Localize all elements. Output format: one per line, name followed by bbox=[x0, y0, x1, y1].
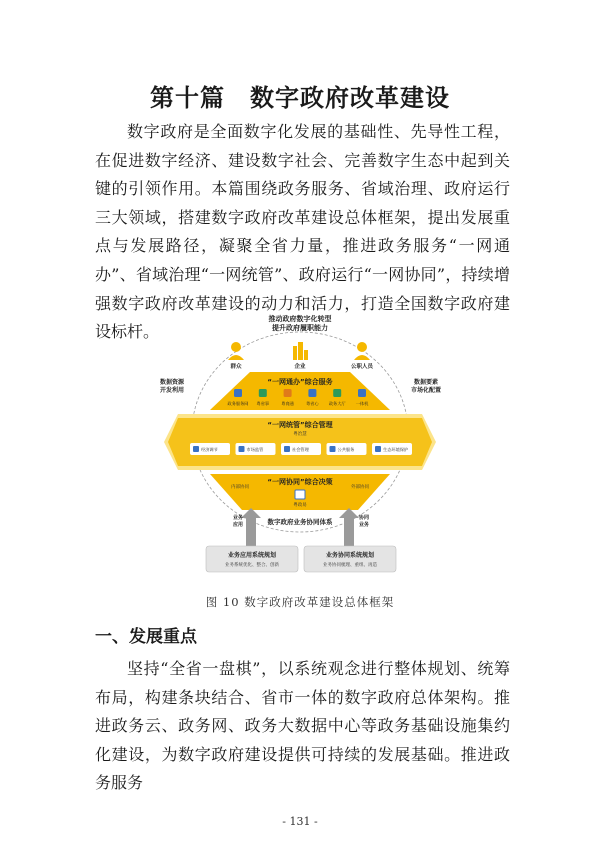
left-side-label-1: 数据资源 bbox=[159, 379, 185, 386]
band1-item-label: 粤省事 bbox=[256, 401, 270, 406]
box-left bbox=[206, 546, 298, 572]
box-left-title: 业务应用系统规划 bbox=[227, 552, 277, 559]
band1-item-icon bbox=[333, 389, 341, 397]
band2-item-label: 公共服务 bbox=[337, 447, 355, 452]
left-side-label-2: 开发利用 bbox=[159, 387, 185, 394]
chapter-title: 第十篇 数字政府改革建设 bbox=[150, 84, 450, 112]
band3-title: “一网协同”综合决策 bbox=[267, 478, 333, 486]
right-side-label-1: 数据要素 bbox=[413, 379, 439, 386]
band2-item-label: 生态环境保护 bbox=[383, 447, 409, 452]
top-title-line1: 推动政府数字化转型 bbox=[268, 315, 332, 323]
actor-enterprise-icon bbox=[293, 342, 308, 360]
band1-item-label: 粤省心 bbox=[306, 401, 319, 406]
system-label: 数字政府业务协同体系 bbox=[267, 518, 333, 526]
section-paragraph: 坚持“全省一盘棋”，以系统观念进行整体规划、统筹布局，构建条块结合、省市一体的数字政府总体架构。推进政务云、政务网、政务大数据中心等政务基础设施集约化建设，为数字政府建设提供可持续的发展基础。推进政务服务 bbox=[95, 659, 510, 793]
actor-enterprise-label: 企业 bbox=[294, 364, 306, 370]
box-right-sub: 业务协同梳理、重组、再造 bbox=[323, 563, 377, 568]
band1-item-icon bbox=[284, 389, 292, 397]
band2-subtitle: 粤治慧 bbox=[293, 432, 307, 437]
band1-item-icon bbox=[259, 389, 267, 397]
box-right bbox=[304, 546, 396, 572]
box-right-title: 业务协同系统规划 bbox=[325, 552, 375, 559]
band2-item-icon bbox=[284, 446, 290, 452]
arrow-right bbox=[339, 508, 359, 546]
band2-item-label: 市场监管 bbox=[246, 447, 264, 452]
band1-item-icon bbox=[308, 389, 316, 397]
band1-item-label: 粤商通 bbox=[281, 401, 294, 406]
arrow-left-label-2: 应用 bbox=[232, 522, 244, 528]
arrow-right-label-1: 协同 bbox=[358, 515, 370, 521]
figure-caption: 图 10 数字政府改革建设总体框架 bbox=[205, 595, 395, 609]
section-heading: 一、发展重点 bbox=[95, 627, 197, 647]
arrow-left-label-1: 业务 bbox=[232, 515, 244, 521]
band2-item-icon bbox=[330, 446, 336, 452]
page-number: - 131 - bbox=[282, 815, 318, 828]
band1-item-icon bbox=[234, 389, 242, 397]
right-side-label-2: 市场化配置 bbox=[410, 387, 442, 394]
band2-title: “一网统管”综合管理 bbox=[267, 421, 333, 429]
band2-item-label: 经济调节 bbox=[201, 447, 218, 452]
band3-left: 内部协同 bbox=[231, 485, 249, 490]
arrow-right-label-2: 业务 bbox=[358, 522, 370, 528]
band3-subtitle: 粤政易 bbox=[293, 503, 307, 508]
band3-right: 外部协同 bbox=[351, 485, 369, 490]
intro-paragraph: 数字政府是全面数字化发展的基础性、先导性工程，在促进数字经济、建设数字社会、完善数字生态中起到关键的引领作用。本篇围绕政务服务、省域治理、政府运行三大领域，搭建数字政府改革建设总体框架，提出发展重点与发展路径，凝聚全省力量，推进政务服务“一网通办”、省域治理“一网统管”、政府运行“一网协同”，持续增强数字政府改革建设的动力和活力，打造全国数字政府建设标杆。 bbox=[95, 122, 510, 342]
actor-official-icon bbox=[354, 342, 370, 360]
top-title-line2: 提升政府履职能力 bbox=[272, 324, 328, 332]
band2-item-label: 社会管理 bbox=[292, 447, 309, 452]
band1-title: “一网通办”综合服务 bbox=[267, 378, 333, 386]
actor-masses-label: 群众 bbox=[230, 364, 242, 370]
band2-items bbox=[190, 443, 412, 455]
actor-masses-icon bbox=[228, 342, 244, 360]
arrow-left bbox=[241, 508, 261, 546]
actor-official-label: 公职人员 bbox=[350, 364, 374, 370]
band1-item-label: 政务服务网 bbox=[227, 401, 249, 406]
band2-item-icon bbox=[375, 446, 381, 452]
band1-item-label: 政务大厅 bbox=[328, 401, 346, 406]
band3-doc-icon bbox=[295, 490, 305, 499]
band2-item-icon bbox=[193, 446, 199, 452]
band1-item-label: 一体机 bbox=[355, 401, 369, 406]
framework-diagram bbox=[150, 312, 450, 582]
box-left-sub: 业务系统优化、整合、创新 bbox=[225, 563, 279, 568]
band1-item-icon bbox=[358, 389, 366, 397]
band2-item-icon bbox=[239, 446, 245, 452]
